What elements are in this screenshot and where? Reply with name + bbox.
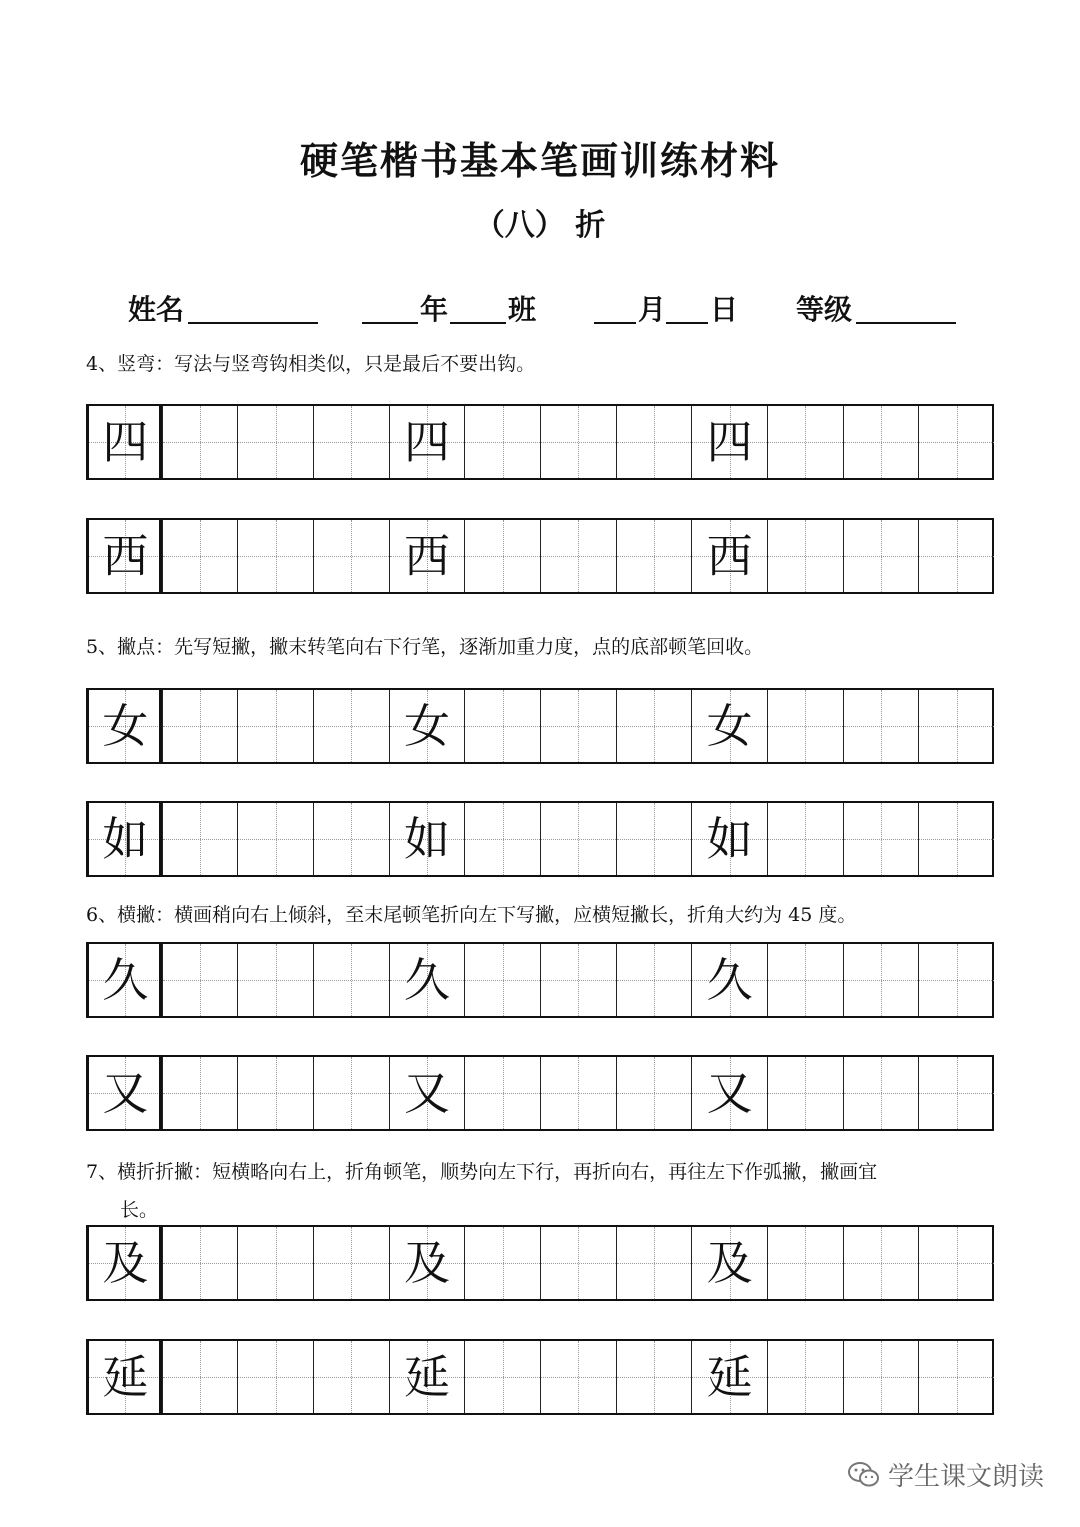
practice-cell[interactable] <box>313 1341 389 1413</box>
practice-cell[interactable] <box>918 520 994 592</box>
practice-cell[interactable] <box>313 944 389 1016</box>
sample-character: 女 <box>706 699 753 753</box>
day-label: 日 <box>710 293 739 326</box>
guide-line-horizontal <box>238 1263 313 1264</box>
practice-cell[interactable] <box>843 406 919 478</box>
page-title: 硬笔楷书基本笔画训练材料 <box>299 139 780 183</box>
practice-cell[interactable] <box>843 944 919 1016</box>
practice-cell[interactable] <box>162 406 238 478</box>
practice-cell[interactable] <box>616 803 692 875</box>
guide-line-horizontal <box>844 442 919 443</box>
guide-line-horizontal <box>238 980 313 981</box>
guide-line-horizontal <box>163 1263 238 1264</box>
watermark-text: 学生课文朗读 <box>888 1462 1045 1492</box>
guide-line-horizontal <box>617 1263 692 1264</box>
practice-cell[interactable] <box>162 1341 238 1413</box>
guide-line-horizontal <box>163 726 238 727</box>
guide-line-horizontal <box>465 1093 540 1094</box>
month-blank[interactable] <box>594 322 636 324</box>
sample-character: 如 <box>102 812 149 866</box>
guide-line-horizontal <box>768 839 843 840</box>
guide-line-horizontal <box>163 442 238 443</box>
practice-cell[interactable] <box>767 690 843 762</box>
practice-grid-row <box>86 688 994 764</box>
practice-cell[interactable] <box>616 690 692 762</box>
practice-cell[interactable] <box>616 406 692 478</box>
practice-cell[interactable] <box>540 520 616 592</box>
year-blank[interactable] <box>362 322 418 324</box>
sample-character: 四 <box>706 415 753 469</box>
practice-cell[interactable] <box>162 690 238 762</box>
practice-grid-row <box>86 1055 994 1131</box>
guide-line-horizontal <box>919 556 994 557</box>
guide-line-horizontal <box>238 839 313 840</box>
practice-cell[interactable] <box>162 944 238 1016</box>
guide-line-horizontal <box>465 1377 540 1378</box>
stroke-instruction <box>86 903 1001 927</box>
practice-cell[interactable] <box>691 690 767 762</box>
guide-line-horizontal <box>238 726 313 727</box>
practice-cell[interactable] <box>162 520 238 592</box>
practice-cell[interactable] <box>767 1227 843 1299</box>
class-label: 班 <box>508 293 537 326</box>
sample-character: 延 <box>403 1350 450 1404</box>
practice-cell[interactable] <box>918 803 994 875</box>
practice-cell[interactable] <box>464 1227 540 1299</box>
practice-cell[interactable] <box>691 520 767 592</box>
guide-line-horizontal <box>768 726 843 727</box>
day-blank[interactable] <box>666 322 708 324</box>
practice-cell[interactable] <box>237 520 313 592</box>
wechat-icon <box>848 1461 880 1489</box>
guide-line-horizontal <box>163 556 238 557</box>
class-blank[interactable] <box>450 322 506 324</box>
sample-character: 女 <box>403 699 450 753</box>
practice-cell[interactable] <box>843 520 919 592</box>
model-character-cell <box>86 944 162 1016</box>
practice-cell[interactable] <box>464 1341 540 1413</box>
practice-cell[interactable] <box>237 944 313 1016</box>
guide-line-horizontal <box>465 556 540 557</box>
practice-cell[interactable] <box>843 1341 919 1413</box>
instruction-text-continued: 长。 <box>120 1199 159 1221</box>
guide-line-horizontal <box>314 556 389 557</box>
practice-cell[interactable] <box>918 690 994 762</box>
guide-line-horizontal <box>541 1377 616 1378</box>
practice-cell[interactable] <box>843 803 919 875</box>
practice-cell[interactable] <box>237 406 313 478</box>
name-label: 姓名 <box>128 293 185 326</box>
guide-line-horizontal <box>768 1377 843 1378</box>
practice-cell[interactable] <box>237 690 313 762</box>
guide-line-horizontal <box>465 442 540 443</box>
practice-cell[interactable] <box>313 520 389 592</box>
practice-cell[interactable] <box>843 1057 919 1129</box>
model-character-cell <box>86 1057 162 1129</box>
guide-line-horizontal <box>163 1093 238 1094</box>
practice-cell[interactable] <box>237 1057 313 1129</box>
practice-cell[interactable] <box>540 803 616 875</box>
sample-character: 及 <box>102 1236 149 1290</box>
practice-cell[interactable] <box>389 520 465 592</box>
guide-line-horizontal <box>238 1093 313 1094</box>
sample-character: 如 <box>706 812 753 866</box>
month-label: 月 <box>638 293 667 326</box>
practice-cell[interactable] <box>313 406 389 478</box>
practice-cell[interactable] <box>237 1227 313 1299</box>
model-character-cell <box>86 690 162 762</box>
guide-line-horizontal <box>541 839 616 840</box>
guide-line-horizontal <box>163 839 238 840</box>
guide-line-horizontal <box>541 726 616 727</box>
guide-line-horizontal <box>541 1093 616 1094</box>
practice-cell[interactable] <box>464 803 540 875</box>
model-character-cell <box>86 520 162 592</box>
sample-character: 又 <box>102 1066 149 1120</box>
guide-line-horizontal <box>844 556 919 557</box>
guide-line-horizontal <box>919 980 994 981</box>
guide-line-horizontal <box>919 726 994 727</box>
grade-label: 等级 <box>796 293 853 326</box>
sample-character: 女 <box>102 699 149 753</box>
stroke-instruction <box>86 1160 1001 1222</box>
guide-line-horizontal <box>541 442 616 443</box>
guide-line-horizontal <box>238 442 313 443</box>
practice-grid-row <box>86 404 994 480</box>
stroke-instruction <box>86 352 1001 376</box>
practice-cell[interactable] <box>389 1057 465 1129</box>
practice-cell[interactable] <box>237 1341 313 1413</box>
instruction-text: 6、横撇：横画稍向右上倾斜，至末尾顿笔折向左下写撇，应横短撇长，折角大约为 45 度。 <box>86 904 857 926</box>
guide-line-horizontal <box>844 1263 919 1264</box>
practice-cell[interactable] <box>389 1227 465 1299</box>
sample-character: 及 <box>706 1236 753 1290</box>
practice-cell[interactable] <box>843 1227 919 1299</box>
practice-cell[interactable] <box>162 1227 238 1299</box>
instruction-text: 5、撇点：先写短撇，撇末转笔向右下行笔，逐渐加重力度，点的底部顿笔回收。 <box>86 636 764 658</box>
practice-cell[interactable] <box>464 1057 540 1129</box>
practice-cell[interactable] <box>843 690 919 762</box>
guide-line-horizontal <box>768 1093 843 1094</box>
sample-character: 四 <box>403 415 450 469</box>
practice-cell[interactable] <box>918 1057 994 1129</box>
watermark <box>848 1456 1044 1493</box>
practice-cell[interactable] <box>540 406 616 478</box>
sample-character: 四 <box>102 415 149 469</box>
practice-cell[interactable] <box>389 803 465 875</box>
sample-character: 又 <box>403 1066 450 1120</box>
practice-cell[interactable] <box>540 1341 616 1413</box>
guide-line-horizontal <box>465 839 540 840</box>
guide-line-horizontal <box>768 1263 843 1264</box>
practice-cell[interactable] <box>691 1057 767 1129</box>
practice-cell[interactable] <box>918 1227 994 1299</box>
guide-line-horizontal <box>314 980 389 981</box>
sample-character: 西 <box>102 529 149 583</box>
sample-character: 西 <box>403 529 450 583</box>
practice-cell[interactable] <box>313 1057 389 1129</box>
practice-cell[interactable] <box>767 1341 843 1413</box>
year-label: 年 <box>420 293 449 326</box>
model-character-cell <box>86 1227 162 1299</box>
guide-line-horizontal <box>617 1377 692 1378</box>
practice-cell[interactable] <box>389 944 465 1016</box>
guide-line-horizontal <box>844 839 919 840</box>
sample-character: 久 <box>102 953 149 1007</box>
practice-cell[interactable] <box>767 1057 843 1129</box>
practice-cell[interactable] <box>616 520 692 592</box>
guide-line-horizontal <box>314 726 389 727</box>
guide-line-horizontal <box>617 556 692 557</box>
name-blank[interactable] <box>188 322 318 324</box>
guide-line-horizontal <box>844 980 919 981</box>
sample-character: 延 <box>706 1350 753 1404</box>
practice-cell[interactable] <box>464 520 540 592</box>
guide-line-horizontal <box>617 980 692 981</box>
practice-cell[interactable] <box>691 944 767 1016</box>
guide-line-horizontal <box>617 442 692 443</box>
practice-grid-row <box>86 801 994 877</box>
practice-cell[interactable] <box>464 690 540 762</box>
sample-character: 久 <box>403 953 450 1007</box>
sample-character: 及 <box>403 1236 450 1290</box>
sample-character: 又 <box>706 1066 753 1120</box>
guide-line-horizontal <box>617 726 692 727</box>
practice-cell[interactable] <box>540 944 616 1016</box>
guide-line-horizontal <box>314 839 389 840</box>
practice-cell[interactable] <box>540 1227 616 1299</box>
guide-line-horizontal <box>919 839 994 840</box>
sample-character: 如 <box>403 812 450 866</box>
practice-grid-row <box>86 1225 994 1301</box>
model-character-cell <box>86 803 162 875</box>
practice-cell[interactable] <box>313 803 389 875</box>
practice-cell[interactable] <box>313 1227 389 1299</box>
practice-cell[interactable] <box>918 1341 994 1413</box>
practice-cell[interactable] <box>918 406 994 478</box>
practice-cell[interactable] <box>237 803 313 875</box>
guide-line-horizontal <box>465 726 540 727</box>
practice-cell[interactable] <box>767 944 843 1016</box>
student-info-line <box>0 288 1080 328</box>
practice-cell[interactable] <box>389 1341 465 1413</box>
practice-cell[interactable] <box>691 1227 767 1299</box>
guide-line-horizontal <box>919 1093 994 1094</box>
practice-cell[interactable] <box>389 406 465 478</box>
guide-line-horizontal <box>541 980 616 981</box>
practice-cell[interactable] <box>540 1057 616 1129</box>
practice-cell[interactable] <box>767 406 843 478</box>
guide-line-horizontal <box>617 839 692 840</box>
guide-line-horizontal <box>768 556 843 557</box>
guide-line-horizontal <box>465 980 540 981</box>
practice-cell[interactable] <box>616 1227 692 1299</box>
guide-line-horizontal <box>541 556 616 557</box>
instruction-text: 7、横折折撇：短横略向右上，折角顿笔，顺势向左下行，再折向右，再往左下作弧撇，撇画宜 <box>86 1161 878 1183</box>
guide-line-horizontal <box>465 1263 540 1264</box>
model-character-cell <box>86 1341 162 1413</box>
sample-character: 久 <box>706 953 753 1007</box>
guide-line-horizontal <box>314 1093 389 1094</box>
practice-cell[interactable] <box>767 803 843 875</box>
practice-cell[interactable] <box>616 944 692 1016</box>
guide-line-horizontal <box>314 442 389 443</box>
practice-cell[interactable] <box>540 690 616 762</box>
practice-cell[interactable] <box>162 1057 238 1129</box>
guide-line-horizontal <box>844 726 919 727</box>
guide-line-horizontal <box>617 1093 692 1094</box>
practice-cell[interactable] <box>313 690 389 762</box>
practice-cell[interactable] <box>162 803 238 875</box>
grade-blank[interactable] <box>856 322 956 324</box>
guide-line-horizontal <box>163 1377 238 1378</box>
practice-cell[interactable] <box>767 520 843 592</box>
guide-line-horizontal <box>314 1377 389 1378</box>
sample-character: 延 <box>102 1350 149 1404</box>
guide-line-horizontal <box>919 1377 994 1378</box>
guide-line-horizontal <box>919 1263 994 1264</box>
practice-cell[interactable] <box>616 1341 692 1413</box>
practice-grid-row <box>86 942 994 1018</box>
guide-line-horizontal <box>768 442 843 443</box>
guide-line-horizontal <box>314 1263 389 1264</box>
practice-grid-row <box>86 518 994 594</box>
practice-cell[interactable] <box>918 944 994 1016</box>
practice-cell[interactable] <box>691 406 767 478</box>
guide-line-horizontal <box>238 1377 313 1378</box>
sample-character: 西 <box>706 529 753 583</box>
practice-cell[interactable] <box>464 944 540 1016</box>
guide-line-horizontal <box>238 556 313 557</box>
practice-grid-row <box>86 1339 994 1415</box>
practice-cell[interactable] <box>691 803 767 875</box>
guide-line-horizontal <box>844 1093 919 1094</box>
page-subtitle: （八） 折 <box>474 208 606 243</box>
stroke-instruction <box>86 635 1001 659</box>
guide-line-horizontal <box>163 980 238 981</box>
practice-cell[interactable] <box>389 690 465 762</box>
guide-line-horizontal <box>919 442 994 443</box>
practice-cell[interactable] <box>464 406 540 478</box>
model-character-cell <box>86 406 162 478</box>
instruction-text: 4、竖弯：写法与竖弯钩相类似，只是最后不要出钩。 <box>86 353 536 375</box>
guide-line-horizontal <box>844 1377 919 1378</box>
guide-line-horizontal <box>768 980 843 981</box>
practice-cell[interactable] <box>691 1341 767 1413</box>
practice-cell[interactable] <box>616 1057 692 1129</box>
guide-line-horizontal <box>541 1263 616 1264</box>
